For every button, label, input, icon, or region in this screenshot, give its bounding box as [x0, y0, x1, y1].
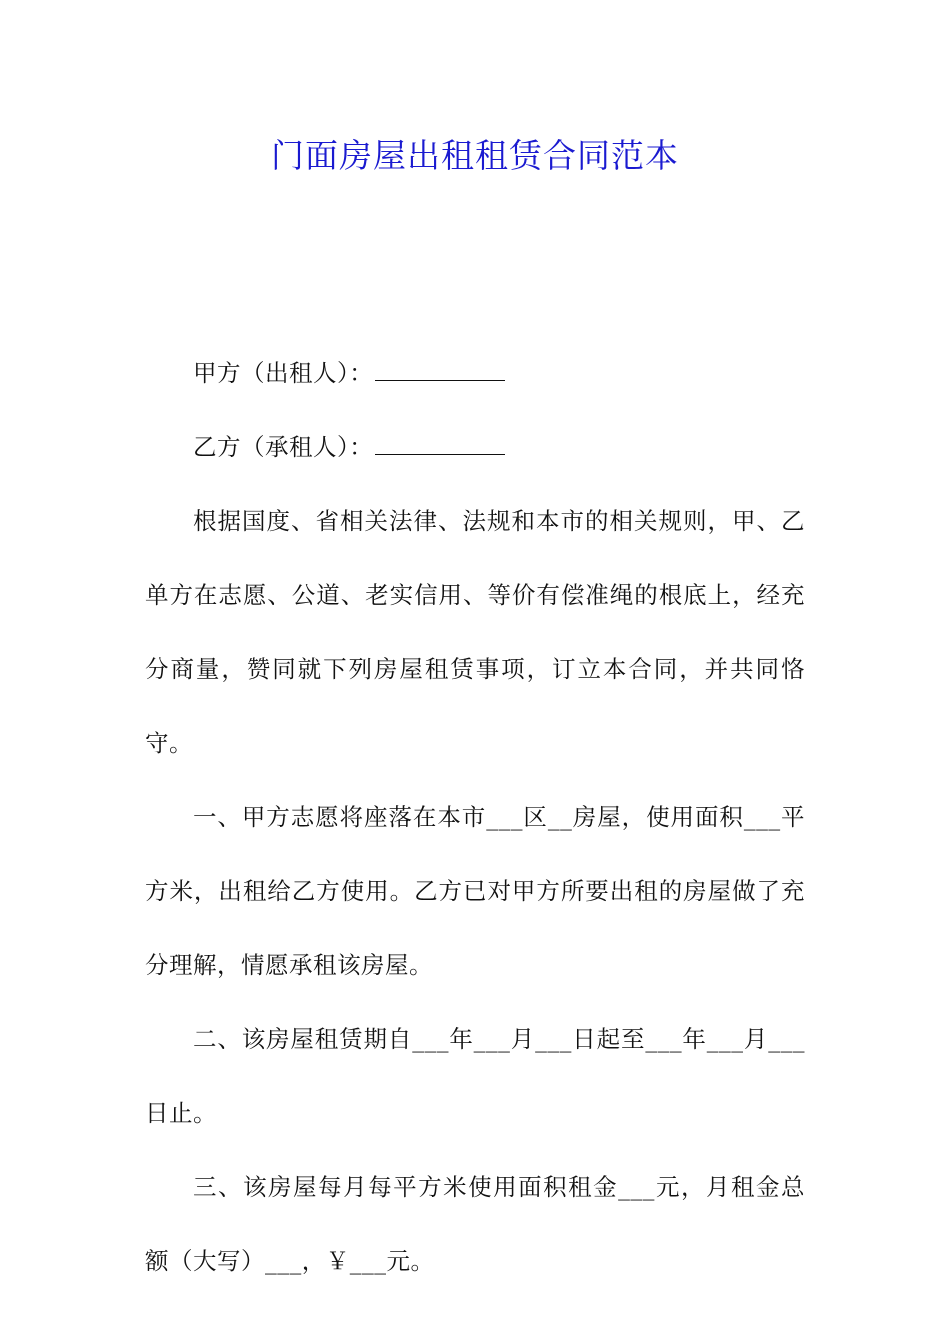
paragraph-clause-1: 一、甲方志愿将座落在本市___区__房屋，使用面积___平方米，出租给乙方使用。乙方已对甲方所要出租的房屋做了充分理解，情愿承租该房屋。	[145, 803, 805, 979]
party-b-label: 乙方（承租人）：	[193, 433, 374, 461]
party-b-line	[145, 410, 805, 484]
document-title: 门面房屋出租租赁合同范本	[271, 136, 679, 175]
party-a-label: 甲方（出租人）：	[193, 359, 374, 387]
paragraph-clause-2: 二、该房屋租赁期自___年___月___日起至___年___月___日止。	[145, 1025, 805, 1127]
paragraph-clause-3: 三、该房屋每月每平方米使用面积租金___元，月租金总额（大写）___，￥___元。	[145, 1173, 805, 1275]
party-a-line	[145, 336, 805, 410]
party-b-blank	[375, 432, 505, 455]
paragraph-preamble: 根据国度、省相关法律、法规和本市的相关规则，甲、乙单方在志愿、公道、老实信用、等价有偿准绳的根底上，经充分商量，赞同就下列房屋租赁事项，订立本合同，并共同恪守。	[145, 507, 805, 757]
party-a-blank	[375, 358, 505, 381]
document-body	[145, 336, 805, 1298]
